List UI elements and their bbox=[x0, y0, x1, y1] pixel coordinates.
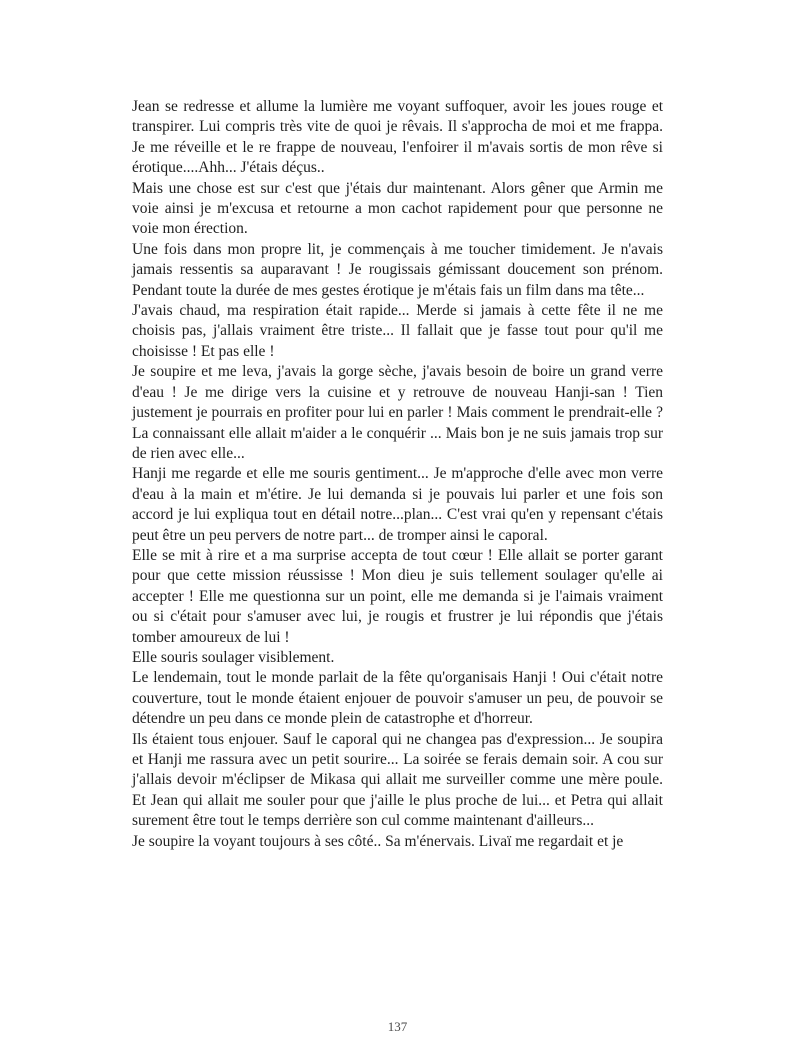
page-text-block bbox=[132, 97, 663, 852]
paragraph: Je soupire et me leva, j'avais la gorge sèche, j'avais besoin de boire un grand verre d'eau ! Je me dirige vers la cuisine et y retrouve de nouveau Hanji-san ! Tien justement je pourrais en profiter pour lui en parler ! Mais comment le prendrait-elle ? La connaissant elle allait m'aider a le conquérir ... Mais bon je ne suis jamais trop sur de rien avec elle... bbox=[132, 363, 663, 462]
paragraph: Le lendemain, tout le monde parlait de la fête qu'organisais Hanji ! Oui c'était notre couverture, tout le monde étaient enjouer de pouvoir s'amuser un peu, de pouvoir se détendre un peu dans ce monde plein de catastrophe et d'horreur. bbox=[132, 669, 663, 728]
paragraph: Elle souris soulager visiblement. bbox=[132, 648, 335, 666]
paragraph: Je soupire la voyant toujours à ses côté.. Sa m'énervais. Livaï me regardait et je bbox=[132, 832, 624, 850]
paragraph: Jean se redresse et allume la lumière me voyant suffoquer, avoir les joues rouge et transpirer. Lui compris très vite de quoi je rêvais. Il s'approcha de moi et me frappa. Je me réveille et le re frappe de nouveau, l'enfoirer il m'avais sortis de mon rêve si érotique....Ahh... J'étais déçus.. bbox=[132, 98, 663, 177]
paragraph: Elle se mit à rire et a ma surprise accepta de tout cœur ! Elle allait se porter garant pour que cette mission réussisse ! Mon dieu je suis tellement soulager qu'elle ai accepter ! Elle me questionna sur un point, elle me demanda si je l'aimais vraiment ou si c'était pour s'amuser avec lui, je rougis et frustrer je lui répondis que j'étais tomber amoureux de lui ! bbox=[132, 546, 663, 646]
paragraph: Hanji me regarde et elle me souris gentiment... Je m'approche d'elle avec mon verre d'eau à la main et m'étire. Je lui demanda si je pouvais lui parler et une fois son accord je lui expliqua tout en détail notre...plan... C'est vrai qu'en y repensant c'étais peut être un peu pervers de notre part... de tromper ainsi le caporal. bbox=[132, 465, 663, 544]
page-number: 137 bbox=[387, 1019, 408, 1034]
paragraph: Mais une chose est sur c'est que j'étais dur maintenant. Alors gêner que Armin me voie ainsi je m'excusa et retourne a mon cachot rapidement pour que personne ne voie mon érection. bbox=[132, 179, 663, 238]
paragraph: Ils étaient tous enjouer. Sauf le caporal qui ne changea pas d'expression... Je soupira et Hanji me rassura avec un petit sourire... La soirée se ferais demain soir. A cou sur j'allais devoir m'éclipser de Mikasa qui allait me surveiller comme une mère poule. Et Jean qui allait me souler pour que j'aille le plus proche de lui... et Petra qui allait surement être tout le temps derrière son cul comme maintenant d'ailleurs... bbox=[132, 730, 663, 830]
paragraph: Une fois dans mon propre lit, je commençais à me toucher timidement. Je n'avais jamais ressentis sa auparavant ! Je rougissais gémissant doucement son prénom. Pendant toute la durée de mes gestes érotique je m'étais fais un film dans ma tête... bbox=[132, 240, 663, 299]
paragraph: J'avais chaud, ma respiration était rapide... Merde si jamais à cette fête il ne me choisis pas, j'allais vraiment être triste... Il fallait que je fasse tout pour qu'il me choisisse ! Et pas elle ! bbox=[132, 302, 663, 360]
